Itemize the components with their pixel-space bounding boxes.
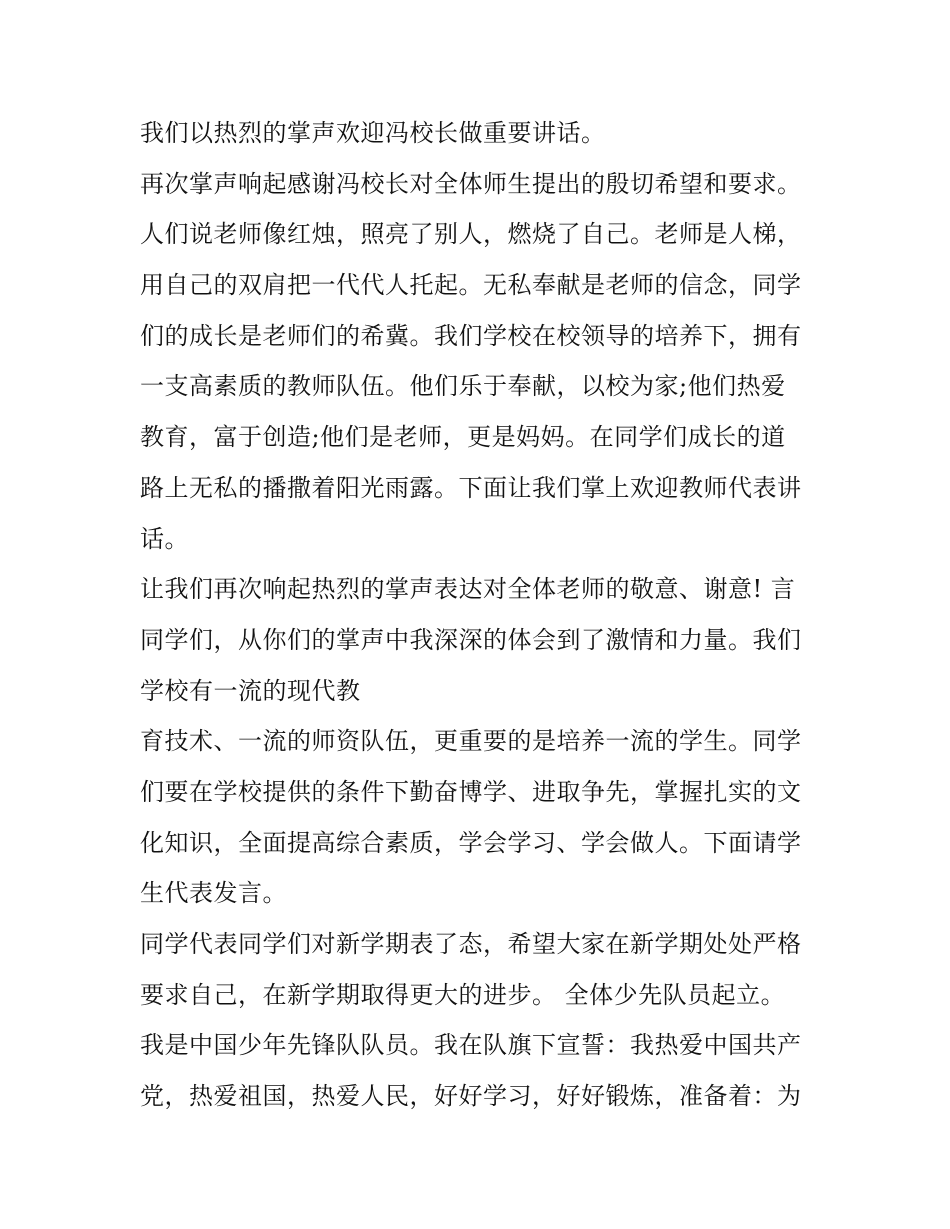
text-line: 教育，富于创造;他们是老师，更是妈妈。在同学们成长的道: [140, 423, 786, 452]
body-text: [140, 108, 820, 1122]
text-line: 党，热爱祖国，热爱人民，好好学习，好好锻炼，准备着：为: [140, 1082, 802, 1111]
text-line: 育技术、一流的师资队伍，更重要的是培养一流的学生。同学: [140, 727, 802, 756]
text-line: 要求自己，在新学期取得更大的进步。 全体少先队员起立。: [140, 980, 786, 1009]
text-line: 我们以热烈的掌声欢迎冯校长做重要讲话。: [140, 119, 606, 147]
text-line: 一支高素质的教师队伍。他们乐于奉献，以校为家;他们热爱: [140, 372, 786, 401]
text-line: 路上无私的播撒着阳光雨露。下面让我们掌上欢迎教师代表讲: [140, 473, 802, 502]
text-line: 再次掌声响起感谢冯校长对全体师生提出的殷切希望和要求。: [140, 169, 802, 198]
text-line: 同学代表同学们对新学期表了态，希望大家在新学期处处严格: [140, 930, 802, 958]
text-line: 化知识，全面提高综合素质，学会学习、学会做人。下面请学: [140, 828, 802, 857]
text-line: 用自己的双肩把一代代人托起。无私奉献是老师的信念，同学: [140, 271, 802, 300]
text-line: 话。: [140, 524, 189, 553]
text-line: 学校有一流的现代教: [140, 676, 361, 705]
text-line: 们的成长是老师们的希冀。我们学校在校领导的培养下，拥有: [140, 321, 802, 350]
text-line: 同学们，从你们的掌声中我深深的体会到了激情和力量。我们: [140, 625, 802, 654]
text-line: 让我们再次响起热烈的掌声表达对全体老师的敬意、谢意! 言: [140, 575, 796, 604]
text-line: 生代表发言。: [140, 879, 287, 908]
text-line: 人们说老师像红烛，照亮了别人，燃烧了自己。老师是人梯，: [140, 220, 802, 249]
text-line: 我是中国少年先锋队队员。我在队旗下宣誓：我热爱中国共产: [140, 1031, 802, 1060]
text-line: 们要在学校提供的条件下勤奋博学、进取争先，掌握扎实的文: [140, 777, 802, 806]
